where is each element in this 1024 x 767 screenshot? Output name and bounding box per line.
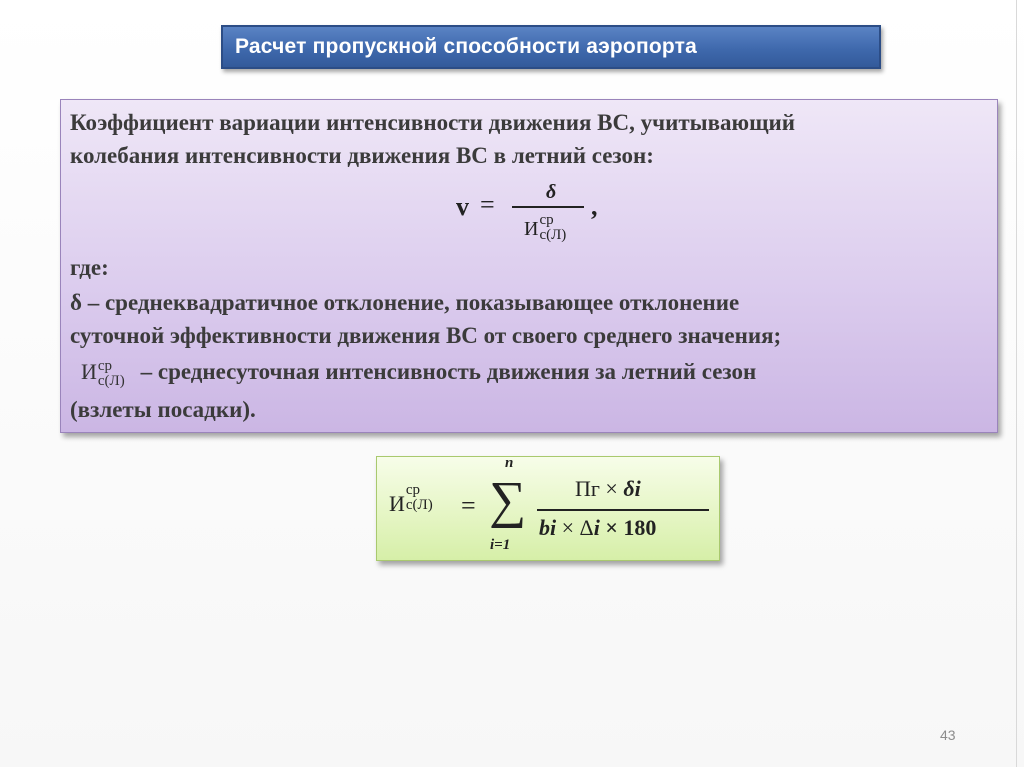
- slide-title: [221, 25, 881, 69]
- denominator-sub: с(Л): [539, 227, 567, 243]
- formula-comma: ,: [591, 192, 598, 221]
- intensity-symbol-sub: с(Л): [97, 373, 125, 389]
- intensity-description: [81, 356, 756, 388]
- delta-description-2: суточной эффективности движения ВС от своего среднего значения;: [70, 323, 782, 348]
- formula2-equals: =: [461, 491, 476, 520]
- slide-edge-line: [1016, 0, 1017, 767]
- fraction-bar-2: [537, 509, 709, 511]
- numerator-part-b: δi: [623, 476, 641, 501]
- formula-denominator: [524, 213, 572, 245]
- intensity-formula-box: [376, 456, 720, 561]
- numerator-part-a: Пг ×: [575, 476, 624, 501]
- sum-sign: ∑: [489, 472, 527, 529]
- intensity-symbol: [81, 358, 135, 389]
- formula2-lhs-base: И: [389, 491, 405, 516]
- slide-title-text: Расчет пропускной способности аэропорта: [235, 35, 697, 58]
- formula2-lhs-sup: ср: [405, 482, 421, 498]
- intensity-description-text: – среднесуточная интенсивность движения за летний сезон: [134, 359, 757, 384]
- intensity-symbol-base: И: [81, 359, 97, 384]
- definition-line-2: колебания интенсивности движения ВС в летний сезон:: [70, 143, 654, 168]
- sum-upper-limit: n: [505, 455, 514, 471]
- formula-lhs: v: [456, 192, 469, 221]
- denominator-sup: ср: [539, 212, 554, 228]
- formula2-lhs: [389, 482, 441, 517]
- formula2-numerator: [575, 476, 641, 502]
- formula-equals: =: [480, 190, 495, 219]
- sum-lower-limit: i=1: [490, 537, 511, 553]
- formula2-denominator: [539, 515, 656, 541]
- denominator-part-b: × Δ: [556, 515, 594, 540]
- variation-formula: [456, 178, 616, 248]
- definition-box: [60, 99, 998, 433]
- definition-line-1: Коэффициент вариации интенсивности движения ВС, учитывающий: [70, 110, 796, 135]
- denominator-part-d: × 180: [599, 515, 657, 540]
- denominator-part-a: bi: [539, 515, 557, 540]
- denominator-part-c: i: [593, 515, 600, 540]
- where-label: где:: [70, 255, 109, 280]
- formula2-lhs-sub: с(Л): [405, 497, 433, 513]
- page-number: 43: [940, 727, 956, 743]
- intensity-symbol-sup: ср: [97, 358, 113, 374]
- formula-numerator: δ: [546, 181, 557, 203]
- intensity-description-2: (взлеты посадки).: [70, 397, 256, 422]
- denominator-base: И: [524, 218, 539, 240]
- delta-description-1: δ – среднеквадратичное отклонение, показывающее отклонение: [70, 290, 740, 315]
